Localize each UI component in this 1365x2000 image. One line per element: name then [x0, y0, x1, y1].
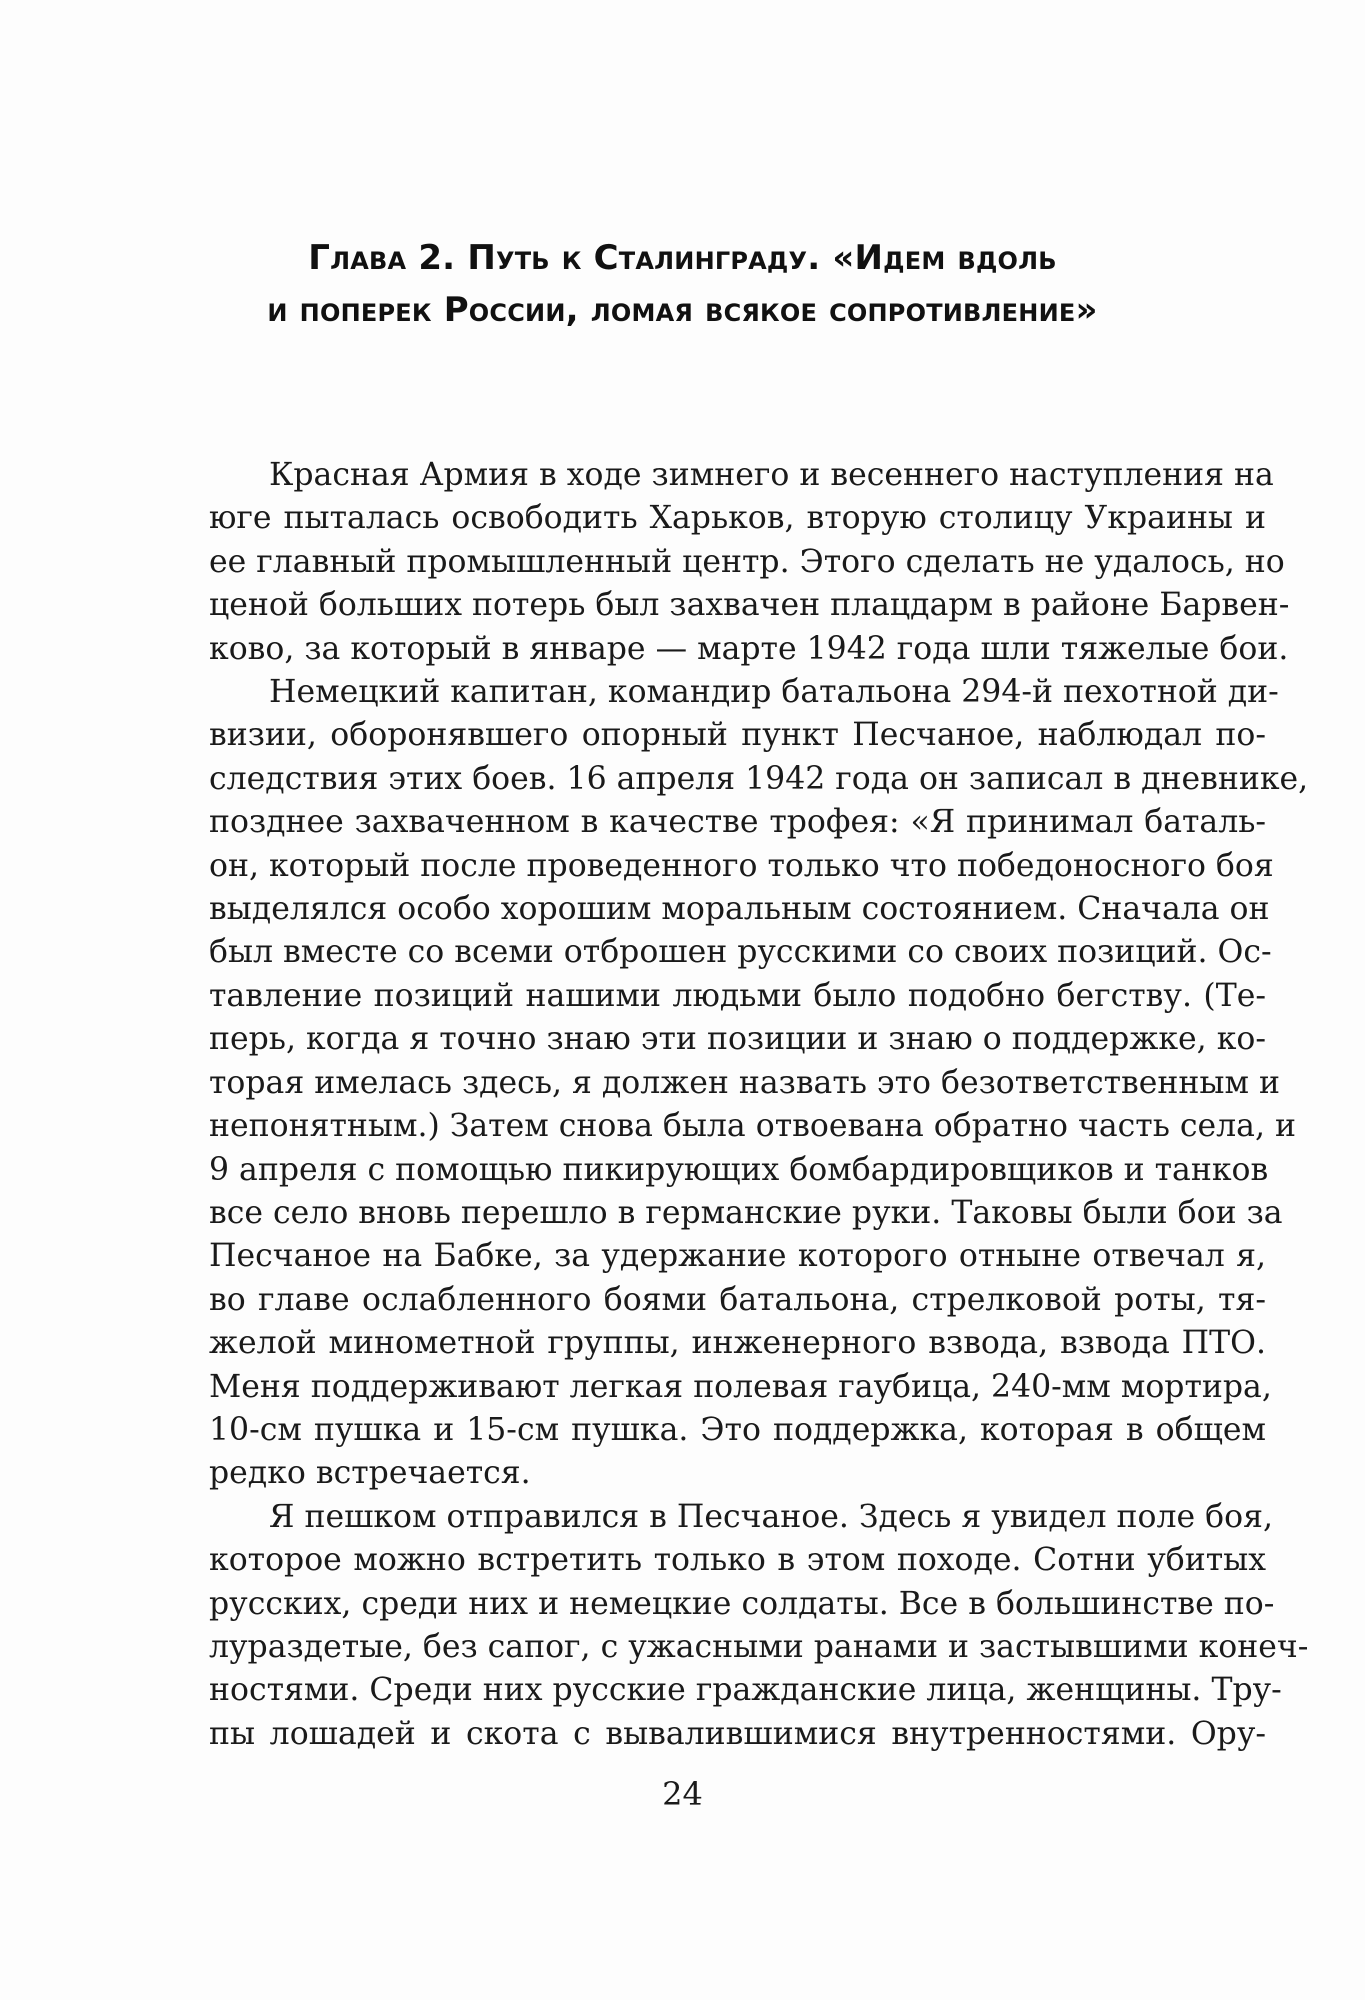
- text-line: он, который после проведенного только что победоносного боя: [209, 847, 1274, 884]
- text-line: позднее захваченном в качестве трофея: «Я принимал баталь-: [209, 804, 1266, 841]
- text-line: Немецкий капитан, командир батальона 294-й пехотной ди-: [269, 674, 1279, 711]
- text-line: был вместе со всеми отброшен русскими со своих позиций. Ос-: [209, 934, 1272, 971]
- text-line: которое можно встретить только в этом походе. Сотни убитых: [209, 1542, 1266, 1579]
- text-line: русских, среди них и немецкие солдаты. Все в большинстве по-: [209, 1585, 1275, 1622]
- chapter-title: [150, 232, 1215, 336]
- text-line: визии, оборонявшего опорный пункт Песчаное, наблюдал по-: [209, 717, 1266, 754]
- text-line: ценой больших потерь был захвачен плацдарм в районе Барвен-: [209, 587, 1290, 624]
- text-line: Песчаное на Бабке, за удержание которого отныне отвечал я,: [209, 1238, 1266, 1275]
- text-line: Я пешком отправился в Песчаное. Здесь я увидел поле боя,: [269, 1498, 1273, 1535]
- text-line: ее главный промышленный центр. Этого сделать не удалось, но: [209, 543, 1285, 580]
- text-line: ково, за который в январе — марте 1942 года шли тяжелые бои.: [209, 630, 1289, 667]
- text-line: все село вновь перешло в германские руки. Таковы были бои за: [209, 1194, 1283, 1231]
- text-line: непонятным.) Затем снова была отвоевана обратно часть села, и: [209, 1108, 1296, 1145]
- text-line: торая имелась здесь, я должен назвать это безответственным и: [209, 1064, 1280, 1101]
- text-line: юге пыталась освободить Харьков, вторую столицу Украины и: [209, 500, 1266, 537]
- text-line: Красная Армия в ходе зимнего и весеннего наступления на: [269, 457, 1274, 493]
- paragraph-1: [209, 454, 1290, 671]
- chapter-title-line-2: и поперек России, ломая всякое сопротивление»: [267, 290, 1098, 330]
- text-line: следствия этих боев. 16 апреля 1942 года он записал в дневнике,: [209, 760, 1309, 797]
- text-line: лураздетые, без сапог, с ужасными ранами и застывшими конеч-: [209, 1628, 1309, 1665]
- text-line: во главе ослабленного боями батальона, стрелковой роты, тя-: [209, 1281, 1266, 1318]
- text-line: пы лошадей и скота с вывалившимися внутренностями. Ору-: [209, 1715, 1266, 1752]
- chapter-title-line-1: Глава 2. Путь к Сталинграду. «Идем вдоль: [308, 238, 1057, 278]
- paragraph-2: [209, 671, 1309, 1496]
- paragraph-3: [209, 1496, 1309, 1756]
- text-line: 10-см пушка и 15-см пушка. Это поддержка, которая в общем: [209, 1411, 1266, 1448]
- text-line: Меня поддерживают легкая полевая гаубица, 240-мм мортира,: [209, 1368, 1272, 1405]
- text-line: желой минометной группы, инженерного взвода, взвода ПТО.: [209, 1325, 1266, 1362]
- text-line: перь, когда я точно знаю эти позиции и знаю о поддержке, ко-: [209, 1021, 1266, 1058]
- text-line: выделялся особо хорошим моральным состоянием. Сначала он: [209, 891, 1270, 928]
- text-line: тавление позиций нашими людьми было подобно бегству. (Те-: [209, 977, 1266, 1014]
- page-number: 24: [662, 1775, 703, 1813]
- text-line: ностями. Среди них русские гражданские лица, женщины. Тру-: [209, 1672, 1282, 1709]
- body-text: [209, 454, 1309, 1756]
- text-line: редко встречается.: [209, 1455, 531, 1492]
- text-line: 9 апреля с помощью пикирующих бомбардировщиков и танков: [209, 1151, 1269, 1188]
